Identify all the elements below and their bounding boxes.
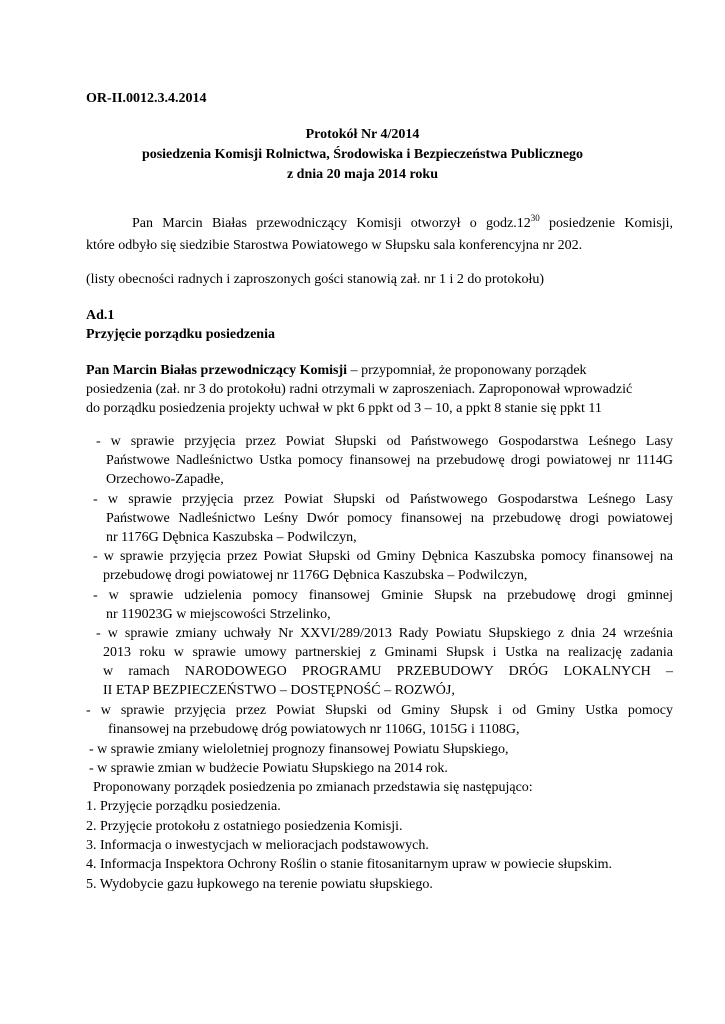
list-item: - w sprawie przyjęcia przez Powiat Słupski od Państwowego Gospodarstwa Leśnego Lasy xyxy=(96,434,673,449)
attendance-note: (listy obecności radnych i zaproszonych gości stanowią zał. nr 1 i 2 do protokołu) xyxy=(86,272,544,287)
list-item-line: przebudowę drogi powiatowej nr 1176G Dębnica Kaszubska – Podwilczyn, xyxy=(103,568,528,583)
speaker-name: Pan Marcin Białas przewodniczący Komisji xyxy=(86,363,348,378)
protocol-date: z dnia 20 maja 2014 roku xyxy=(286,167,439,182)
intro-time-minutes: 30 xyxy=(530,213,540,223)
list-item-line: nr 119023G w miejscowości Strzelinko, xyxy=(106,607,331,622)
agenda-intro: Proponowany porządek posiedzenia po zmianach przedstawia się następująco: xyxy=(93,780,533,795)
intro-paragraph-line2: które odbyło się siedzibie Starostwa Powiatowego w Słupsku sala konferencyjna nr 202. xyxy=(86,238,583,253)
statement-line3: do porządku posiedzenia projekty uchwał w pkt 6 ppkt od 3 – 10, a ppkt 8 stanie się ppkt 11 xyxy=(86,401,602,416)
agenda-item: 4. Informacja Inspektora Ochrony Roślin o stanie fitosanitarnym upraw w powiecie słupskim. xyxy=(86,857,613,872)
statement-text: – przypomniał, że proponowany porządek xyxy=(347,363,587,378)
list-item: - w sprawie przyjęcia przez Powiat Słupski od Gminy Słupsk i od Gminy Ustka pomocy xyxy=(86,703,673,718)
agenda-item: 3. Informacja o inwestycjach w melioracjach podstawowych. xyxy=(86,838,429,853)
protocol-subtitle: posiedzenia Komisji Rolnictwa, Środowiska i Bezpieczeństwa Publicznego xyxy=(141,147,584,162)
section-number: Ad.1 xyxy=(86,308,115,323)
list-item: - w sprawie przyjęcia przez Powiat Słupski od Państwowego Gospodarstwa Leśnego Lasy xyxy=(93,492,673,507)
list-item: - w sprawie przyjęcia przez Powiat Słupski od Gminy Dębnica Kaszubska pomocy finansowej na xyxy=(93,549,673,564)
list-item: - w sprawie udzielenia pomocy finansowej Gminie Słupsk na przebudowę drogi gminnej xyxy=(93,588,673,603)
reference-number: OR-II.0012.3.4.2014 xyxy=(86,91,207,106)
list-item-line: II ETAP BEZPIECZEŃSTWO – DOSTĘPNOŚĆ – ROZWÓJ, xyxy=(103,683,455,698)
section-heading: Przyjęcie porządku posiedzenia xyxy=(86,327,275,342)
intro-text-start: Pan Marcin Białas przewodniczący Komisji otworzył o godz.12 xyxy=(132,216,531,231)
intro-text-end: posiedzenie Komisji, xyxy=(539,216,673,231)
list-item: - w sprawie zmian w budżecie Powiatu Słupskiego na 2014 rok. xyxy=(89,761,448,776)
list-item-line: w ramach NARODOWEGO PROGRAMU PRZEBUDOWY DRÓG LOKALNYCH – xyxy=(103,664,673,679)
agenda-item: 2. Przyjęcie protokołu z ostatniego posiedzenia Komisji. xyxy=(86,819,403,834)
list-item-line: Państwowe Nadleśnictwo Leśny Dwór pomocy finansowej na przebudowę drogi powiatowej xyxy=(106,511,673,526)
list-item: - w sprawie zmiany uchwały Nr XXVI/289/2013 Rady Powiatu Słupskiego z dnia 24 września xyxy=(96,626,673,641)
list-item: - w sprawie zmiany wieloletniej prognozy finansowej Powiatu Słupskiego, xyxy=(89,742,509,757)
list-item-line: 2013 roku w sprawie umowy partnerskiej z Gminami Słupsk i Ustka na realizację zadania xyxy=(103,645,673,660)
agenda-item: 5. Wydobycie gazu łupkowego na terenie powiatu słupskiego. xyxy=(86,877,433,892)
list-item-line: Państwowe Nadleśnictwo Ustka pomocy finansowej na przebudowę drogi powiatowej nr 1114G xyxy=(106,453,673,468)
list-item-line: finansowej na przebudowę dróg powiatowych nr 1106G, 1015G i 1108G, xyxy=(108,722,520,737)
agenda-item: 1. Przyjęcie porządku posiedzenia. xyxy=(86,799,281,814)
statement-line2: posiedzenia (zał. nr 3 do protokołu) radni otrzymali w zaproszeniach. Zaproponował wprowadzić xyxy=(86,382,633,397)
statement-line1 xyxy=(86,361,587,380)
protocol-title: Protokół Nr 4/2014 xyxy=(305,127,420,142)
intro-paragraph xyxy=(132,214,673,233)
list-item-line: Orzechowo-Zapadłe, xyxy=(106,472,224,487)
list-item-line: nr 1176G Dębnica Kaszubska – Podwilczyn, xyxy=(106,530,357,545)
